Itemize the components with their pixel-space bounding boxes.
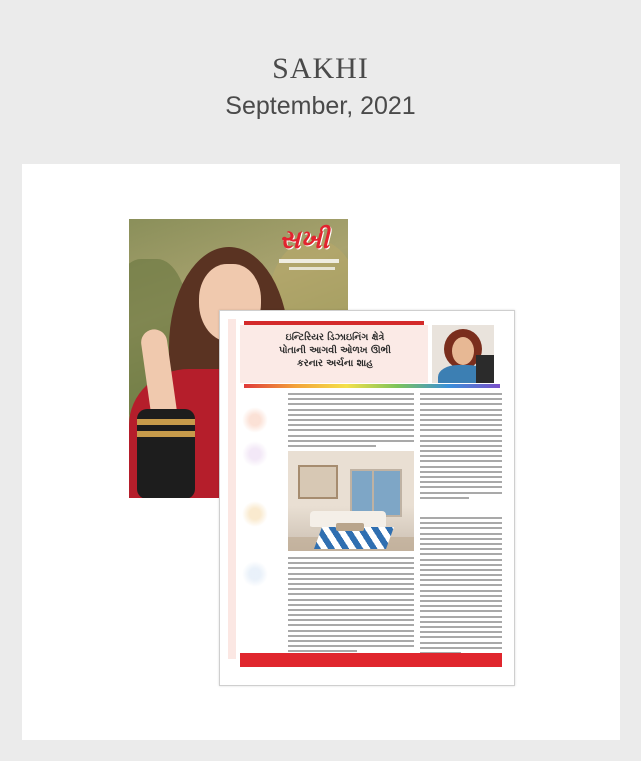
cover-logo: સખી: [279, 225, 329, 255]
article-text-column: [288, 557, 414, 656]
publication-date: September, 2021: [225, 92, 416, 120]
article-headline: [250, 331, 420, 370]
headline-line: પોતાની આગવી ઓળખ ઊભી: [279, 345, 391, 356]
headline-line: કરનાર અર્ચના શાહ: [297, 358, 373, 369]
rainbow-divider: [244, 384, 500, 388]
article-page-image: [219, 310, 515, 686]
headline-line: ઇન્ટિરિયર ડિઝાઇનિંગ ક્ષેત્રે: [285, 332, 385, 343]
article-text-column: [288, 393, 414, 450]
interior-photo: [288, 451, 414, 551]
page-footer-bar: [240, 653, 502, 667]
publication-title: SAKHI: [272, 52, 369, 85]
author-portrait: [432, 325, 494, 383]
clipping-header: [0, 0, 641, 160]
clipping-card: [22, 164, 620, 740]
article-text-column: [420, 517, 502, 657]
article-text-column: [420, 393, 502, 502]
